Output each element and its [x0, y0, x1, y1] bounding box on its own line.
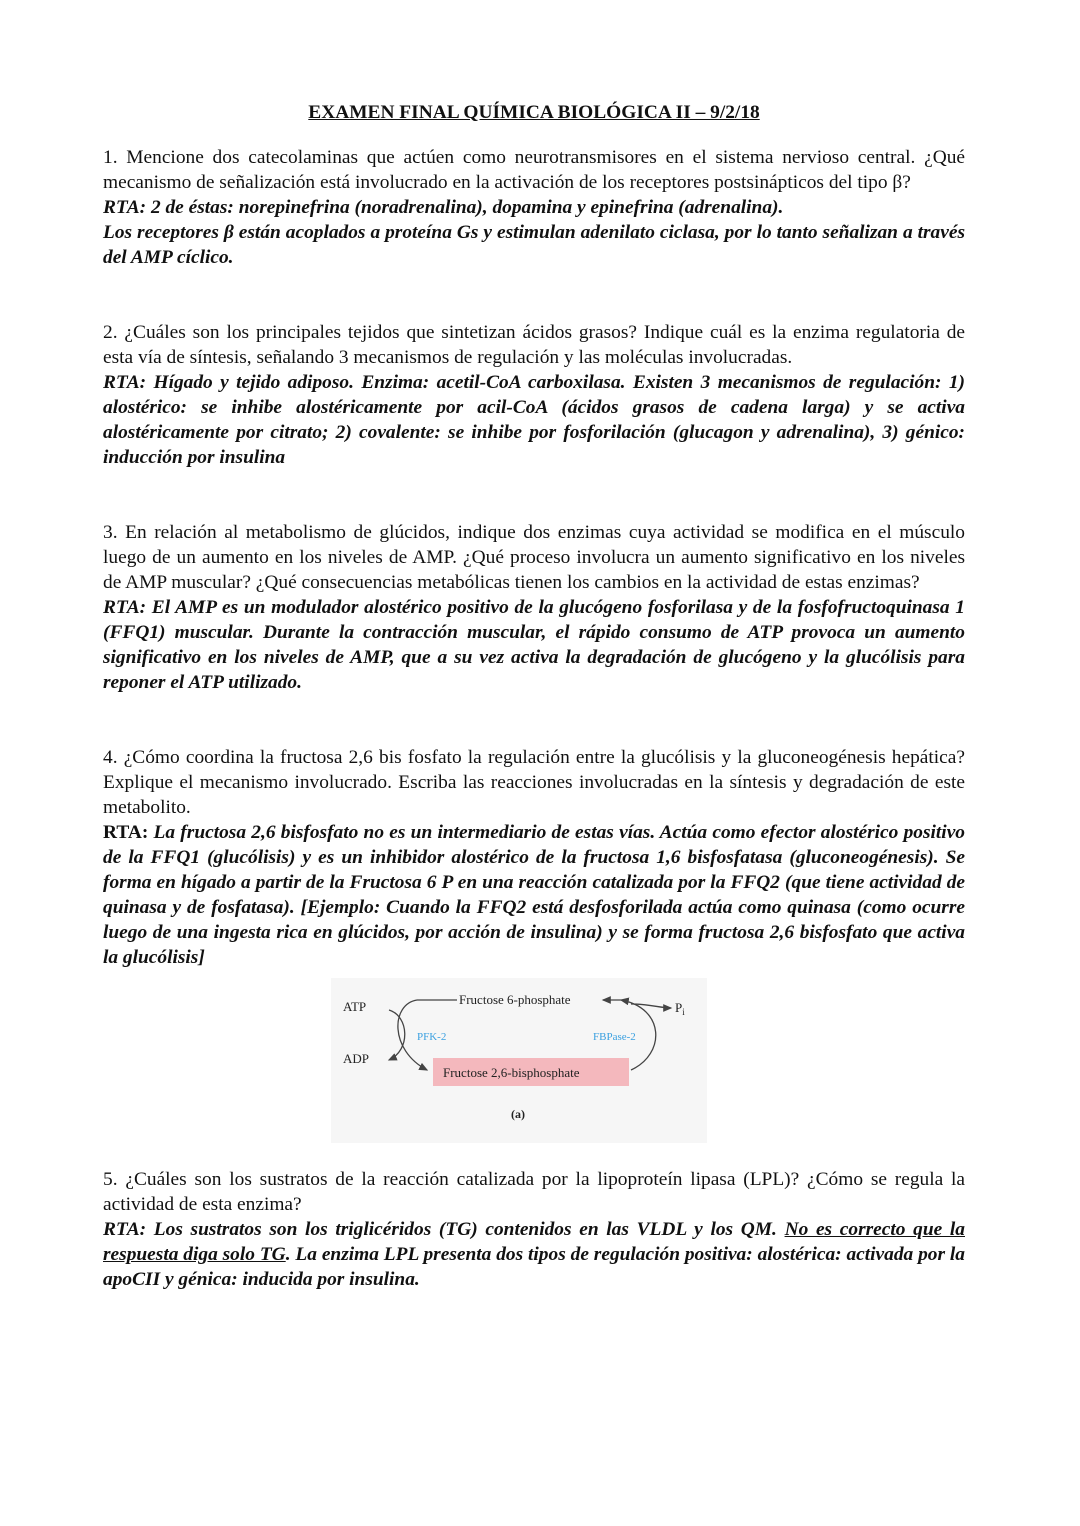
answer-5 [103, 1217, 965, 1292]
fructose-bisphosphate-diagram [331, 978, 707, 1143]
question-1: 1. Mencione dos catecolaminas que actúen como neurotransmisores en el sistema nervioso central. ¿Qué mecanismo de señalización está involucrado en la activación de los receptores postsinápticos del tipo β? [103, 147, 965, 193]
page-title: EXAMEN FINAL QUÍMICA BIOLÓGICA II – 9/2/18 [308, 102, 760, 123]
answer-1-line-2: Los receptores β están acoplados a proteína Gs y estimulan adenilato ciclasa, por lo tanto señalizan a través del AMP cíclico. [103, 222, 965, 268]
answer-1-line-1: RTA: 2 de éstas: norepinefrina (noradrenalina), dopamina y epinefrina (adrenalina). [103, 197, 784, 218]
question-5: 5. ¿Cuáles son los sustratos de la reacción catalizada por la lipoproteín lipasa (LPL)? ¿Cómo se regula la actividad de esta enzima? [103, 1169, 965, 1215]
question-2: 2. ¿Cuáles son los principales tejidos que sintetizan ácidos grasos? Indique cuál es la enzima regulatoria de esta vía de síntesis, señalando 3 mecanismos de regulación y las moléculas involucradas. [103, 322, 965, 368]
answer-4-text: La fructosa 2,6 bisfosfato no es un intermediario de estas vías. Actúa como efector alostérico positivo de la FFQ1 (glucólisis) y es un inhibidor alostérico de la fructosa 1,6 bisfosfatasa (gluconeogénesis). Se forma en hígado a partir de la Fructosa 6 P en una reacción catalizada por la FFQ2 (que tiene actividad de quinasa y de fosfatasa). [Ejemplo: Cuando la FFQ2 está desfosforilada actúa como quinasa (como ocurre luego de una ingesta rica en glúcidos, por acción de insulina) y se forma fructosa 2,6 bisfosfato que activa la glucólisis] [103, 822, 965, 968]
pfk2-label: PFK-2 [417, 1031, 447, 1043]
answer-4 [103, 820, 965, 970]
pi-subscript: i [682, 1007, 685, 1017]
answer-4-label: RTA: [103, 822, 149, 843]
pi-letter: P [675, 1000, 683, 1015]
pi-label [675, 1000, 685, 1017]
spacer [103, 1143, 965, 1167]
figure-caption: (a) [511, 1107, 525, 1121]
answer-2: RTA: Hígado y tejido adiposo. Enzima: acetil-CoA carboxilasa. Existen 3 mecanismos de regulación: 1) alostérico: se inhibe alostéricamente por acil-CoA (ácidos grasos de cadena larga) y se activa alostéricamente por citrato; 2) covalente: se inhibe por fosforilación (glucagon y adrenalina), 3) génico: inducción por insulina [103, 372, 965, 468]
exam-page [103, 100, 965, 1292]
f26bp-label: Fructose 2,6-bisphosphate [443, 1065, 580, 1080]
answer-3: RTA: El AMP es un modulador alostérico positivo de la glucógeno fosforilasa y de la fosfofructoquinasa 1 (FFQ1) muscular. Durante la contracción muscular, el rápido consumo de ATP provoca un aumento significativo en los niveles de AMP, que a su vez activa la degradación de glucógeno y la glucólisis para reponer el ATP utilizado. [103, 597, 965, 693]
atp-label: ATP [343, 999, 367, 1014]
answer-5-underlined: No es correcto que la respuesta diga solo TG [103, 1219, 965, 1265]
adp-label: ADP [343, 1051, 370, 1066]
spacer [103, 695, 965, 745]
fbpase2-label: FBPase-2 [593, 1031, 636, 1043]
question-3: 3. En relación al metabolismo de glúcidos, indique dos enzimas cuya actividad se modifica en el músculo luego de un aumento en los niveles de AMP. ¿Qué proceso involucra un aumento significativo en los niveles de AMP muscular? ¿Qué consecuencias metabólicas tienen los cambios en la actividad de estas enzimas? [103, 522, 965, 593]
answer-5-part-2: . La enzima LPL presenta dos tipos de regulación positiva: alostérica: activada por la apoCII y génica: inducida por insulina. [103, 1244, 966, 1290]
spacer [103, 270, 965, 320]
question-4: 4. ¿Cómo coordina la fructosa 2,6 bis fosfato la regulación entre la glucólisis y la gluconeogénesis hepática? Explique el mecanismo involucrado. Escriba las reacciones involucradas en la síntesis y degradación de este metabolito. [103, 747, 965, 818]
atp-adp-arrow [389, 1010, 405, 1060]
answer-5-part-1: RTA: Los sustratos son los triglicéridos (TG) contenidos en las VLDL y los QM. [103, 1219, 777, 1240]
spacer [103, 470, 965, 520]
f6p-label: Fructose 6-phosphate [459, 992, 571, 1007]
